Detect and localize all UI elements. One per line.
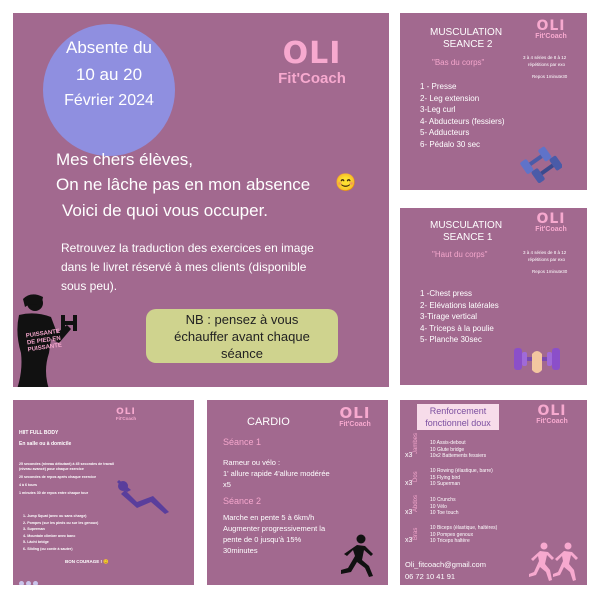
list-item: 10 Rowing (élastique, barre) — [430, 468, 493, 474]
seance1-meta-2: répétitions par exo — [528, 257, 566, 262]
list-item: 15 Flying bird — [430, 474, 461, 481]
smile-emoji: 😊 — [335, 173, 357, 192]
contact-email[interactable]: Oli_fitcoach@gmail.com — [405, 560, 486, 569]
list-item: 3- Superman — [23, 527, 45, 531]
renfo-group-3 — [430, 497, 459, 517]
nb-box — [146, 309, 338, 363]
situp-figure-icon — [113, 476, 173, 516]
renfo-logo-sub: Fit'Coach — [536, 418, 568, 425]
list-item: 1 -Chest press — [420, 289, 473, 298]
seance2-tile — [400, 13, 587, 190]
cardio-s1-line-1: Rameur ou vélo : — [223, 458, 281, 467]
list-item: 5- Adducteurs — [420, 128, 470, 137]
renfo-title-1: Renforcement — [429, 406, 487, 416]
logo-sub: Fit'Coach — [278, 70, 346, 87]
hiit-rule-5: 1 minutes 30 de repos entre chaque tour — [19, 491, 89, 495]
list-item: 10 Biceps (élastique, haltères) — [430, 525, 498, 531]
list-item: 10 Glute bridge — [430, 446, 465, 453]
seance1-title-1: MUSCULATION — [430, 220, 503, 231]
seance2-logo — [530, 19, 572, 40]
seance1-subtitle: "Haut du corps" — [432, 250, 488, 259]
cardio-s2-line-4: 30minutes — [223, 546, 258, 555]
list-item: 10 Triceps haltère — [430, 538, 470, 544]
cardio-s2-line-2: Augmenter progressivement la — [223, 524, 326, 533]
renfo-tag-3: Abdos — [413, 494, 419, 512]
nb-line-3: séance — [221, 346, 263, 361]
seance1-logo-sub: Fit'Coach — [535, 226, 567, 233]
list-item: 3-Leg curl — [420, 105, 456, 114]
brand-logo — [269, 36, 355, 87]
hiit-tile — [13, 400, 194, 585]
cardio-logo-sub: Fit'Coach — [339, 421, 371, 428]
contact-phone[interactable]: 06 72 10 41 91 — [405, 572, 456, 581]
seance1-logo — [530, 212, 572, 233]
page-dots — [19, 573, 38, 585]
seance1-title-2: SEANCE 1 — [443, 232, 493, 243]
cardio-s2-title: Séance 2 — [223, 496, 262, 506]
list-item: 1- Jump Squat (avec ou sans charge) — [23, 514, 87, 518]
cardio-logo-name: OLI — [339, 404, 371, 422]
absence-line-3: Février 2024 — [64, 92, 154, 109]
renfo-mult-4: x3 — [405, 537, 413, 544]
seance1-meta-1: 3 à 4 séries de 8 à 12 — [523, 250, 567, 255]
renfo-tile — [400, 400, 587, 585]
list-item: 1 - Presse — [420, 82, 457, 91]
list-item: 10 Pompes genoux — [430, 531, 474, 538]
cardio-s1-title: Séance 1 — [223, 437, 262, 447]
seance2-title-2: SEANCE 2 — [443, 39, 493, 50]
list-item: 2- Elévations latérales — [420, 300, 499, 310]
seance2-list — [420, 81, 504, 150]
list-item: 2- Leg extension — [420, 93, 480, 103]
list-item: 6- Pédalo 30 sec — [420, 139, 481, 149]
list-item: 4- Triceps à la poulie — [420, 323, 494, 333]
renfo-group-1 — [430, 440, 486, 460]
absence-line-2: 10 au 20 — [75, 65, 143, 84]
seance1-meta-3: Repos 1minute30 — [532, 269, 568, 274]
seance2-logo-sub: Fit'Coach — [535, 33, 567, 40]
cardio-title: CARDIO — [247, 416, 290, 428]
hiit-list — [23, 513, 98, 552]
seance2-meta-3: Repos 1minute30 — [532, 74, 568, 79]
seance1-logo-name: OLI — [536, 211, 566, 227]
announcement-tile — [13, 13, 389, 387]
renfo-logo-name: OLI — [537, 403, 567, 419]
list-item: 10 Superman — [430, 481, 461, 487]
info-line-1: Retrouvez la traduction des exercices en image — [61, 241, 314, 255]
renfo-tag-4: Bras — [413, 527, 419, 540]
seance1-tile — [400, 208, 587, 385]
logo-name: OLI — [282, 36, 342, 71]
nb-line-2: échauffer avant chaque — [174, 329, 310, 344]
info-line-3: sous peu). — [61, 279, 118, 293]
greeting-line-1: Mes chers élèves, — [56, 150, 193, 169]
list-item: 5- Lâcht bridge — [23, 540, 49, 544]
list-item: 5- Planche 30sec — [420, 335, 482, 344]
hiit-subtitle: En salle ou à domicile — [19, 441, 72, 447]
hiit-logo-sub: Fit'Coach — [115, 416, 137, 421]
greeting-line-2: On ne lâche pas en mon absence — [56, 175, 311, 194]
cardio-logo — [333, 406, 377, 428]
cardio-s1-line-3: x5 — [223, 480, 231, 489]
absence-line-1: Absente du — [65, 38, 152, 57]
greeting-line-3: Voici de quoi vous occuper. — [62, 201, 269, 220]
seance1-list — [420, 288, 499, 346]
list-item: 4- Abducteurs (fessiers) — [420, 116, 505, 126]
renfo-group-2 — [430, 468, 493, 488]
cardio-s2-line-1: Marche en pente 5 à 6km/h — [223, 513, 315, 522]
renfo-logo — [532, 404, 572, 425]
hiit-rule-1: 25 secondes (niveau débutant) à 45 secondes de travail — [19, 462, 114, 466]
silhouette-text: PUISSANTE DE PIED EN PUISSANTE — [25, 328, 63, 354]
runner-icon — [337, 534, 379, 578]
arm-dumbbell-icon — [512, 340, 562, 380]
hiit-title: HIIT FULL BODY — [19, 430, 59, 436]
renfo-mult-1: x3 — [405, 452, 413, 459]
runners-icon — [528, 542, 582, 582]
list-item: 10x2 Battements fessiers — [430, 453, 487, 459]
list-item: 10 Assis-debout — [430, 440, 466, 446]
seance2-meta-2: répétitions par exo — [528, 62, 566, 67]
hiit-footer: BON COURAGE ! 😊 — [65, 559, 109, 564]
renfo-mult-3: x3 — [405, 509, 413, 516]
list-item: 10 Crunchs — [430, 497, 456, 503]
seance2-title-1: MUSCULATION — [430, 27, 503, 38]
hiit-rule-2: (niveau avancé) pour chaque exercice — [19, 467, 84, 471]
seance2-meta-1: 3 à 4 séries de 8 à 12 — [523, 55, 567, 60]
list-item: 3-Tirage vertical — [420, 312, 478, 321]
renfo-mult-2: x3 — [405, 480, 413, 487]
cardio-s1-line-2: 1' allure rapide 4'allure modérée — [223, 469, 330, 478]
renfo-title-box — [417, 404, 499, 430]
cardio-tile — [207, 400, 388, 585]
renfo-tag-1: Jambes — [413, 432, 419, 454]
hiit-rule-3: 20 secondes de repos après chaque exercice — [19, 475, 97, 479]
seance2-logo-name: OLI — [536, 18, 566, 34]
seance2-subtitle: "Bas du corps" — [432, 58, 485, 67]
list-item: 2- Pompes (sur les pieds ou sur les genoux) — [23, 520, 99, 525]
list-item: 6- Sliding (ou corde à sauter) — [23, 546, 73, 551]
dumbbells-icon — [518, 139, 562, 183]
renfo-title-2: fonctionnel doux — [425, 418, 491, 428]
hiit-rule-4: 4 à 6 tours — [19, 483, 37, 487]
info-line-2: dans le livret réservé à mes clients (disponible — [61, 260, 307, 274]
list-item: 10 Toe touch — [430, 510, 459, 516]
hiit-logo — [113, 408, 139, 422]
list-item: 10 Vélo — [430, 503, 447, 510]
cardio-s2-line-3: pente de 0 jusqu'à 15% — [223, 535, 302, 544]
nb-line-1: NB : pensez à vous — [185, 312, 299, 327]
renfo-group-4 — [430, 525, 497, 545]
renfo-tag-2: Dos — [413, 471, 419, 482]
hiit-logo-name: OLI — [116, 407, 136, 417]
list-item: 4- Mountain climber avec banc — [23, 533, 76, 538]
